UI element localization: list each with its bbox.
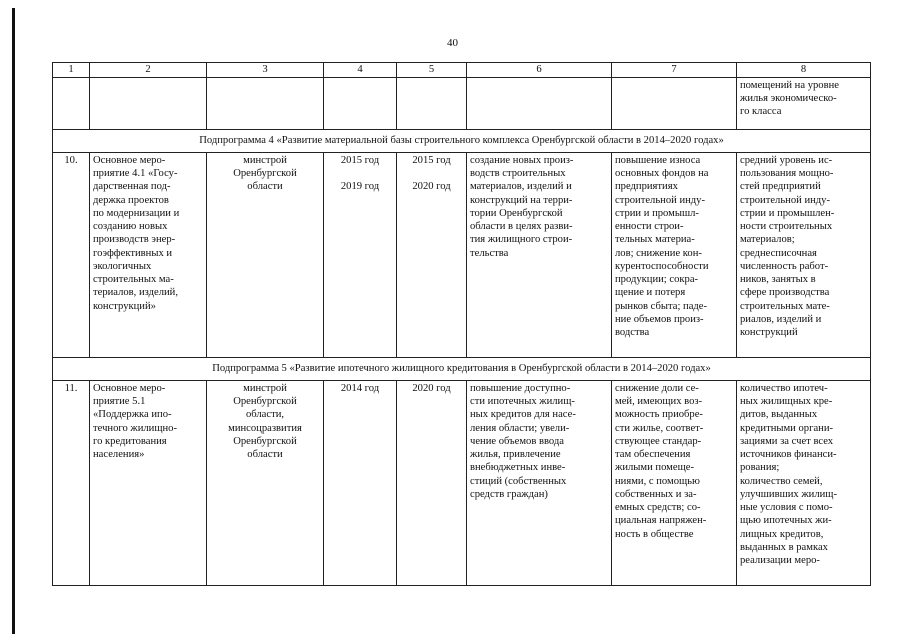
program-table (52, 62, 871, 586)
row-number: 11. (53, 381, 90, 586)
result-cell: повышение доступно- сти ипотечных жилищ- ных кредитов для насе- ления области; увели- чение объемов ввода жилья, привлечение внебюджетных инве- стиций (собственных средств граждан) (467, 381, 612, 586)
subprogram-4-row (53, 130, 871, 153)
start-year-cell: 2014 год (324, 381, 397, 586)
subprogram-title: Подпрограмма 4 «Развитие материальной базы строительного комплекса Оренбургской области в 2014–2020 годах» (53, 130, 871, 153)
subprogram-title: Подпрограмма 5 «Развитие ипотечного жилищного кредитования в Оренбургской области в 2014–2020 годах» (53, 358, 871, 381)
activity-cell: Основное меро- приятие 5.1 «Поддержка ипо- течного жилищно- го кредитования населения» (90, 381, 207, 586)
consequences-cell: повышение износа основных фондов на предприятиях строительной инду- стрии и промышл- енности строи- тельных материа- лов; снижение кон- курентоспособности продукции; сокра- щение и потеря рынков сбыта; паде- ние объемов произ- водства (612, 153, 737, 358)
subprogram-5-row (53, 358, 871, 381)
start-year: 2015 год (340, 155, 380, 166)
activity-cell: Основное меро- приятие 4.1 «Госу- дарственная под- держка проектов по модернизации и созданию новых производств энер- гоэффективных и экологичных строительных ма- териалов, изделий, конструкций» (90, 153, 207, 358)
end-year: 2015 год (412, 155, 451, 166)
column-header: 1 (53, 63, 90, 78)
start-year-cell (324, 153, 397, 358)
column-header: 4 (324, 63, 397, 78)
executor-cell: минстрой Оренбургской области, минсоцразвития Оренбургской области (207, 381, 324, 586)
column-header: 5 (397, 63, 467, 78)
column-header: 7 (612, 63, 737, 78)
consequences-cell: снижение доли се- мей, имеющих воз- можность приобре- сти жилье, соответ- ствующее стандар- там обеспечения жилыми помеще- ниями, с помощью собственных и за- емных средств; со- циальная напряжен- ность в обществе (612, 381, 737, 586)
end-year-cell (397, 153, 467, 358)
table-row (53, 153, 871, 358)
column-header: 6 (467, 63, 612, 78)
column-number-row (53, 63, 871, 78)
row-number: 10. (53, 153, 90, 358)
column-header: 8 (737, 63, 871, 78)
end-year: 2020 год (412, 181, 451, 193)
page-number: 40 (447, 37, 458, 49)
executor-cell: минстрой Оренбургской области (207, 153, 324, 358)
end-year-cell: 2020 год (397, 381, 467, 586)
result-cell: создание новых произ- водств строительных материалов, изделий и конструкций на терри- тории Оренбургской области в целях разви- тия жилищного строи- тельства (467, 153, 612, 358)
column-header: 2 (90, 63, 207, 78)
continuation-row (53, 78, 871, 130)
start-year: 2019 год (340, 181, 380, 193)
indicators-cell: средний уровень ис- пользования мощно- стей предприятий строительной инду- стрии и промышлен- ности строительных материалов; среднесписочная численность работ- ников, занятых в сфере производства строительных мате- риалов, изделий и конструкций (737, 153, 871, 358)
indicators-cell: количество ипотеч- ных жилищных кре- дитов, выданных кредитными органи- зациями за счет всех источников финанси- рования; количество семей, улучшивших жилищ- ные условия с помо- щью ипотечных жи- лищных кредитов, выданных в рамках реализации меро- (737, 381, 871, 586)
indicators-cell: помещений на уровне жилья экономическо- го класса (737, 78, 871, 130)
table-row (53, 381, 871, 586)
scan-edge-line (12, 8, 15, 634)
column-header: 3 (207, 63, 324, 78)
